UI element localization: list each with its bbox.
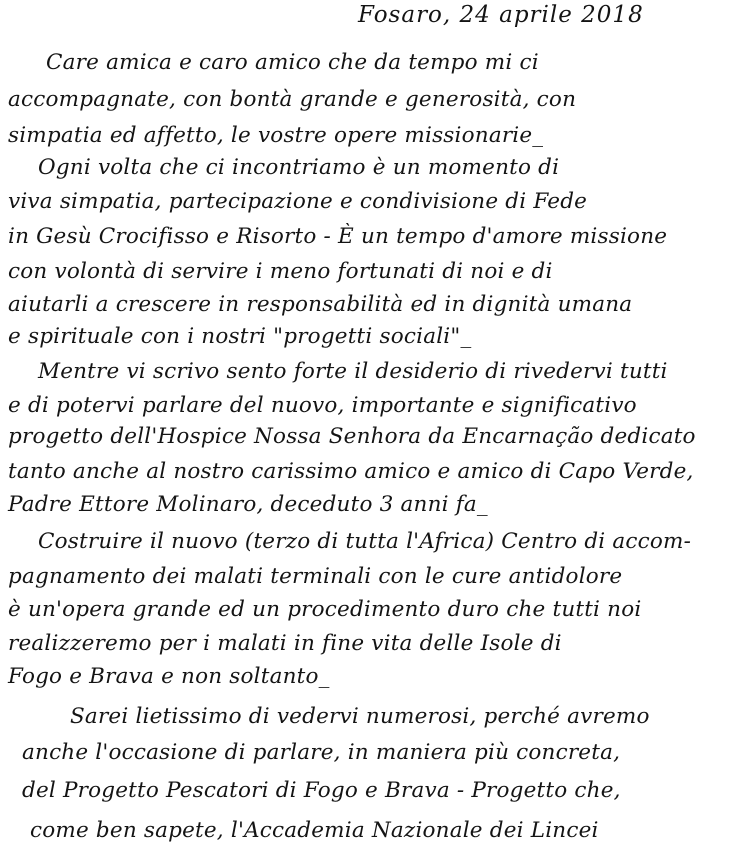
letter-line-2: accompagnate, con bontà grande e generosità, con	[8, 87, 577, 112]
letter-line-5: viva simpatia, partecipazione e condivisione di Fede	[8, 189, 588, 214]
letter-line-11: e di potervi parlare del nuovo, importante e significativo	[8, 393, 637, 418]
letter-line-6: in Gesù Crocifisso e Risorto - È un tempo d'amore missione	[8, 224, 668, 249]
letter-line-15: Costruire il nuovo (terzo di tutta l'Africa) Centro di accom-	[38, 529, 692, 554]
letter-line-22: del Progetto Pescatori di Fogo e Brava - Progetto che,	[22, 778, 621, 803]
letter-line-3: simpatia ed affetto, le vostre opere missionarie_	[8, 123, 544, 148]
letter-line-1: Care amica e caro amico che da tempo mi ci	[46, 50, 539, 75]
letter-line-19: Fogo e Brava e non soltanto_	[8, 664, 330, 689]
letter-line-18: realizzeremo per i malati in fine vita delle Isole di	[8, 631, 562, 656]
letter-line-13: tanto anche al nostro carissimo amico e amico di Capo Verde,	[8, 459, 694, 484]
letter-line-7: con volontà di servire i meno fortunati di noi e di	[8, 259, 553, 284]
letter-line-10: Mentre vi scrivo sento forte il desiderio di rivedervi tutti	[38, 359, 668, 384]
letter-line-4: Ogni volta che ci incontriamo è un momento di	[38, 155, 560, 180]
letter-line-16: pagnamento dei malati terminali con le cure antidolore	[8, 564, 623, 589]
letter-line-12: progetto dell'Hospice Nossa Senhora da Encarnação dedicato	[8, 424, 696, 449]
letter-line-17: è un'opera grande ed un procedimento duro che tutti noi	[8, 597, 642, 622]
letter-line-14: Padre Ettore Molinaro, deceduto 3 anni fa_	[8, 492, 488, 517]
letter-line-21: anche l'occasione di parlare, in maniera più concreta,	[22, 740, 621, 765]
letter-date: Fosaro, 24 aprile 2018	[358, 2, 644, 28]
letter-line-23: come ben sapete, l'Accademia Nazionale dei Lincei	[30, 818, 599, 843]
letter-line-9: e spirituale con i nostri "progetti sociali"_	[8, 324, 472, 349]
letter-line-20: Sarei lietissimo di vedervi numerosi, perché avremo	[70, 704, 650, 729]
letter-line-8: aiutarli a crescere in responsabilità ed in dignità umana	[8, 292, 633, 317]
